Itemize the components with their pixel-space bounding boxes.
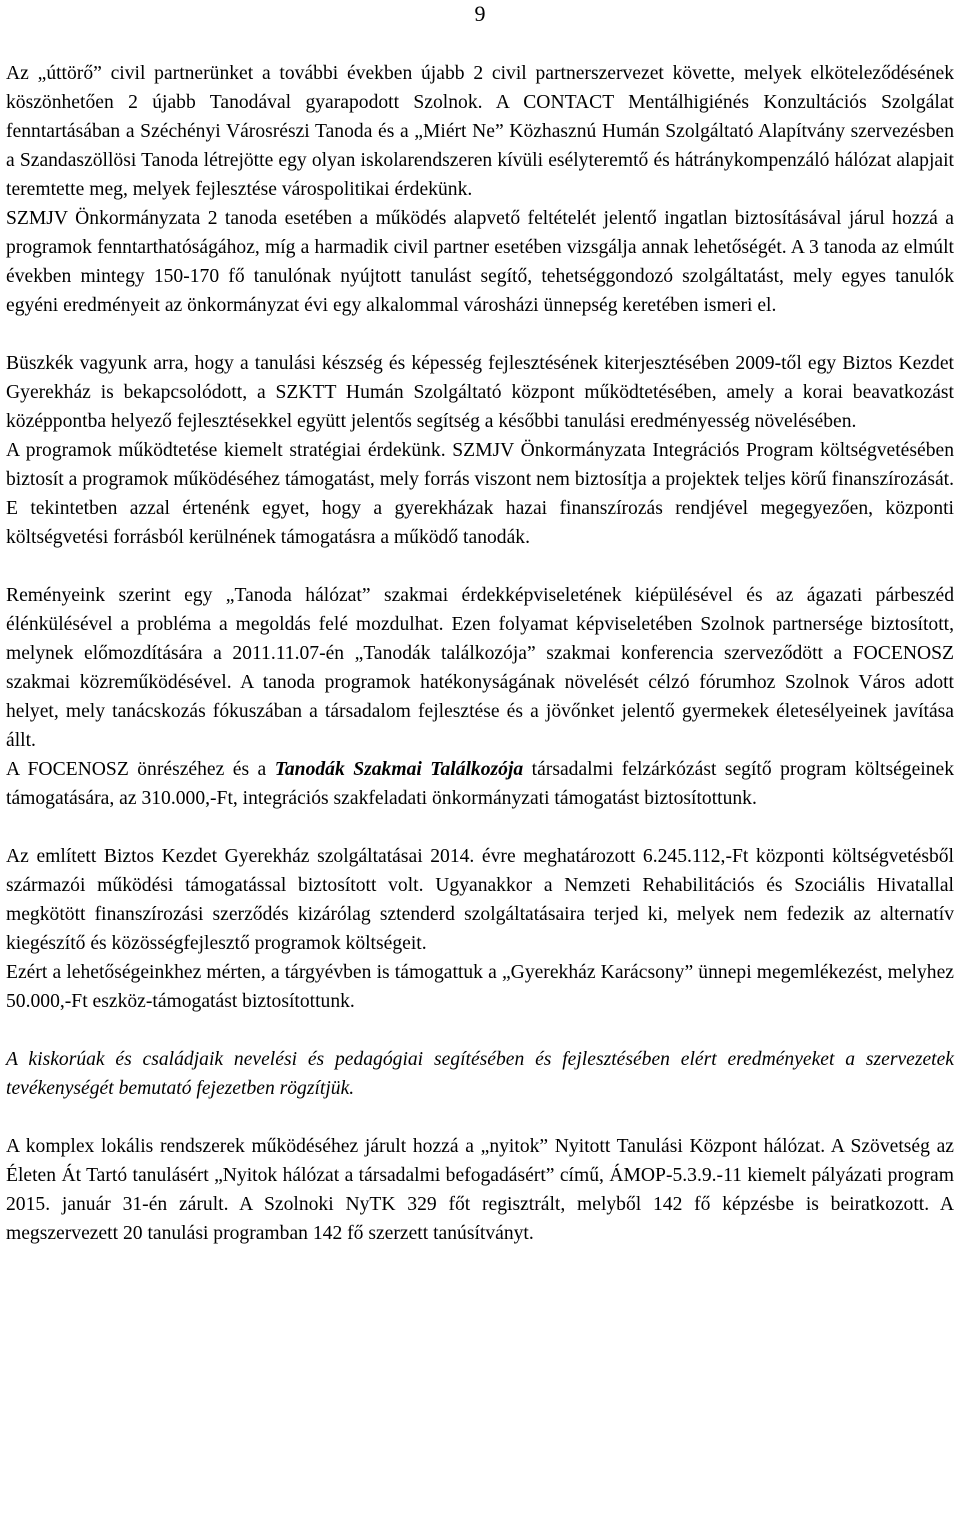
paragraph: Ezért a lehetőségeinkhez mérten, a tárgyévben is támogattuk a „Gyerekház Karácsony” ünnepi megemlékezést, melyhez 50.000,-Ft eszköz-támogatást biztosítottunk. bbox=[6, 962, 954, 1012]
paragraph-text: A FOCENOSZ önrészéhez és a bbox=[6, 759, 275, 780]
document-body bbox=[6, 59, 954, 1248]
paragraph: Reményeink szerint egy „Tanoda hálózat” szakmai érdekképviseletének kiépülésével és az ágazati párbeszéd élénkülésével a probléma a megoldás felé mozdulhat. Ezen folyamat képviseletében Szolnok partnersége biztosított, melynek előmozdítására a 2011.11.07-én „Tanodák találkozója” szakmai konferencia szerveződött a FOCENOSZ szakmai közreműködésével. A tanoda programok hatékonyságának növelését célzó fórumhoz Szolnok Város adott helyet, mely tanácskozás fókuszában a társadalom fejlesztése és a jövőnket jelentő gyermekek életesélyeinek javítása állt. bbox=[6, 585, 954, 751]
paragraph: Büszkék vagyunk arra, hogy a tanulási készség és képesség fejlesztésének kiterjesztésében 2009-től egy Biztos Kezdet Gyerekház is bekapcsolódott, a SZKTT Humán Szolgáltató központ működtetésében, amely a korai beavatkozást középpontba helyező fejlesztésekkel együtt jelentős segítség a későbbi tanulási eredményesség növelésében. bbox=[6, 353, 954, 432]
paragraph-text: társadalmi felzárkózást segítő program költségeinek támogatására, az 310.000,-Ft, integrációs szakfeladati önkormányzati támogatást biztosítottunk. bbox=[6, 759, 954, 809]
paragraph: Az említett Biztos Kezdet Gyerekház szolgáltatásai 2014. évre meghatározott 6.245.112,-Ft központi költségvetésből származói működési támogatással biztosított volt. Ugyanakkor a Nemzeti Rehabilitációs és Szociális Hivatallal megkötött finanszírozási szerződés kizárólag sztenderd szolgáltatásaira terjed ki, melyek nem fedezik az alternatív kiegészítő és közösségfejlesztő programok költségeit. bbox=[6, 846, 954, 954]
italic-paragraph: A kiskorúak és családjaik nevelési és pedagógiai segítésében és fejlesztésében elért eredményeket a szervezetek tevékenységét bemutató fejezetben rögzítjük. bbox=[6, 1049, 954, 1099]
paragraph: Az „úttörő” civil partnerünket a további években újabb 2 civil partnerszervezet követte, melyek elköteleződésének köszönhetően 2 újabb Tanodával gyarapodott Szolnok. A CONTACT Mentálhigiénés Konzultációs Szolgálat fenntartásában a Széchényi Városrészi Tanoda és a „Miért Ne” Közhasznú Humán Szolgáltató Alapítvány szervezésben a Szandaszöllösi Tanoda létrejötte egy olyan iskolarendszeren kívüli esélyteremtő és hátránykompenzáló hálózat alapjait teremtette meg, melyek fejlesztése várospolitikai érdekünk. bbox=[6, 63, 954, 200]
paragraph: SZMJV Önkormányzata 2 tanoda esetében a működés alapvető feltételét jelentő ingatlan biztosításával járul hozzá a programok fenntarthatóságához, míg a harmadik civil partner esetében vizsgálja annak lehetőségét. A 3 tanoda az elmúlt években mintegy 150-170 fő tanulónak nyújtott tanulást segítő, tehetséggondozó szolgáltatást, mely egyes tanulók egyéni eredményeit az önkormányzat évi egy alkalommal városházi ünnepség keretében ismeri el. bbox=[6, 208, 954, 316]
emphasized-title: Tanodák Szakmai Találkozója bbox=[274, 759, 524, 780]
page-number: 9 bbox=[474, 1, 486, 26]
paragraph bbox=[6, 755, 954, 813]
paragraph: A komplex lokális rendszerek működéséhez járult hozzá a „nyitok” Nyitott Tanulási Központ hálózat. A Szövetség az Életen Át Tartó tanulásért „Nyitok hálózat a társadalmi befogadásért” című, ÁMOP-5.3.9.-11 kiemelt pályázati program 2015. január 31-én zárult. A Szolnoki NyTK 329 főt regisztrált, melyből 142 fő képzésbe is beiratkozott. A megszervezett 20 tanulási programban 142 fő szerzett tanúsítványt. bbox=[6, 1136, 954, 1244]
paragraph: A programok működtetése kiemelt stratégiai érdekünk. SZMJV Önkormányzata Integrációs Program költségvetésében biztosít a programok működéséhez támogatást, mely forrás viszont nem biztosítja a projektek teljes körű finanszírozását. E tekintetben azzal értenénk egyet, hogy a gyerekházak hazai finanszírozás rendjével megegyezően, központi költségvetési forrásból kerülnének támogatásra a működő tanodák. bbox=[6, 440, 954, 548]
